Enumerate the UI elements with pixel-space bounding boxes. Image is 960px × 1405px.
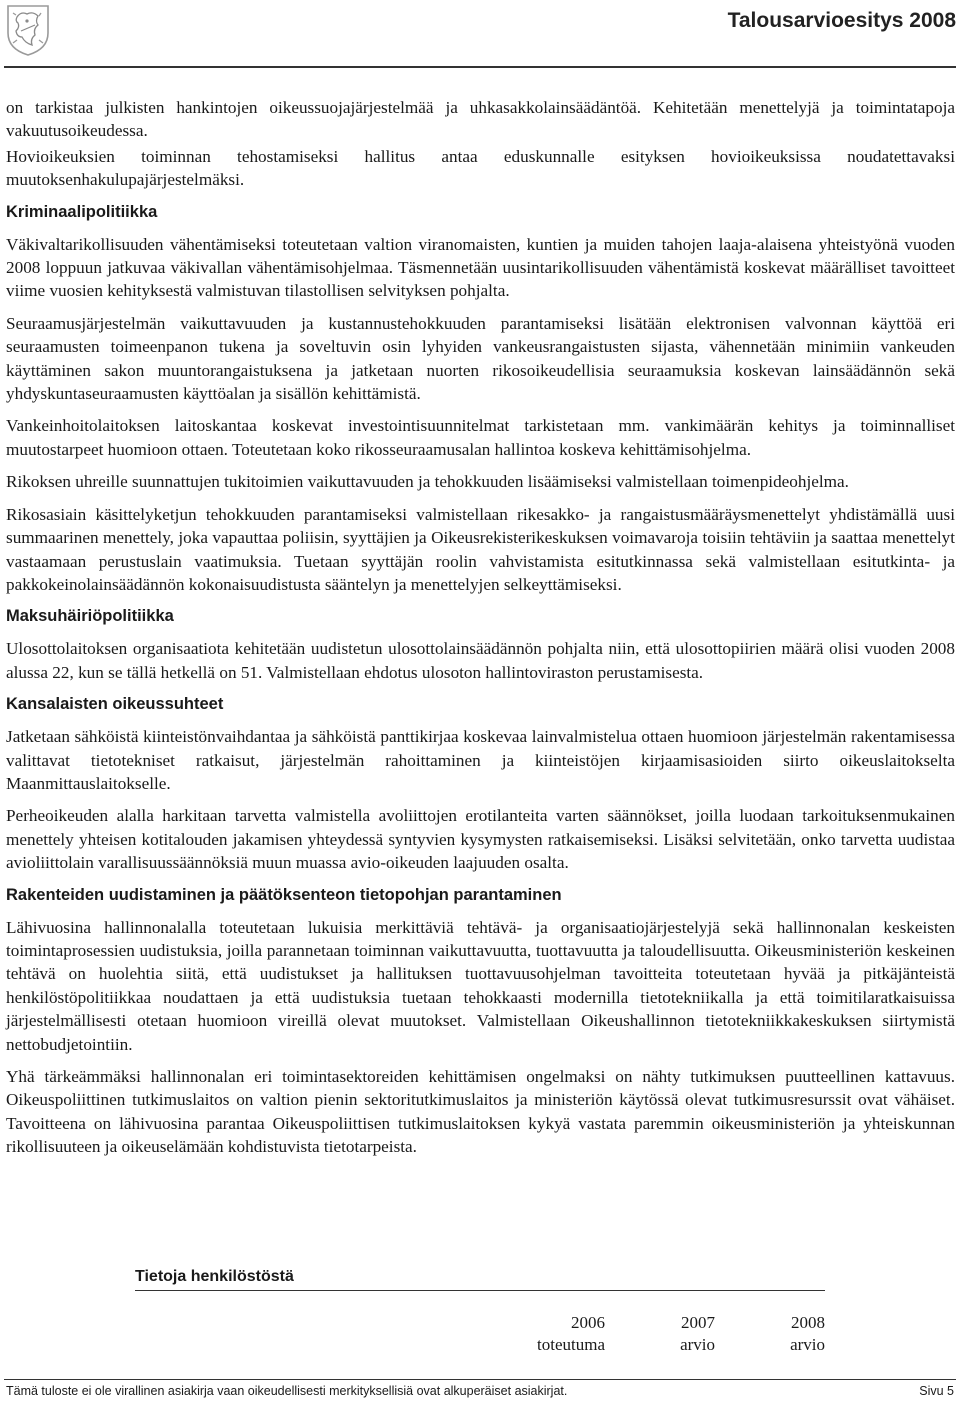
- staff-table-year-row: [135, 1313, 825, 1335]
- body-paragraph: Vankeinhoitolaitoksen laitoskantaa koskevat investointisuunnitelmat tarkistetaan mm. vankimäärän kehitys ja toiminnalliset muutostarpeet huomioon ottaen. Toteutetaan koko rikosseuraamusalan hallintoa koskeva kehittämisohjelma.: [6, 416, 955, 459]
- body-paragraph: Rikosasiain käsittelyketjun tehokkuuden parantamiseksi valmistellaan rikesakko- ja rangaistusmääräysmenettelyt yhdistämällä uusi summaarinen menettely, joka vapauttaa poliisin, syyttäjien ja Oikeusrekisterikeskuksen voimavaroja toisiin tehtäviin ja saattaa menettelyt vastaamaan perustuslain vaatimuksia. Tuetaan syyttäjän roolin vahvistamista esitutkinnassa sekä valmistellaan esitutkinta- ja pakkokeinolainsäädännön kokonaisuudistusta sääntelyn ja menettelyjen selkeyttämiseksi.: [6, 504, 955, 594]
- section-heading: Kriminaalipolitiikka: [6, 202, 158, 221]
- staff-table-title: Tietoja henkilöstöstä: [135, 1268, 825, 1291]
- staff-year-2008: 2008: [791, 1313, 825, 1332]
- body-paragraph: Seuraamusjärjestelmän vaikuttavuuden ja kustannustehokkuuden parantamiseksi lisätään elektronisen valvonnan käyttöä eri seuraamusten toimeenpanon tukena ja soveltuvin osin lyhyiden vankeusrangaistusten sijasta, vähennetään minimiin vankeuden käyttäminen sakon muuntorangaistuksena ja jatketaan nuorten rikosoikeudellisia seuraamuksia koskevan lainsäädännön sekä yhdyskuntaseuraamusten käyttöalan ja sisällön kehittämistä.: [6, 313, 955, 404]
- section-heading: Maksuhäiriöpolitiikka: [6, 607, 174, 626]
- document-title: Talousarvioesitys 2008: [727, 9, 956, 32]
- footer-disclaimer: Tämä tuloste ei ole virallinen asiakirja vaan oikeudellisesti merkityksellisiä ovat alkuperäiset asiakirjat.: [6, 1384, 568, 1398]
- body-paragraph: Yhä tärkeämmäksi hallinnonalan eri toimintasektoreiden kehittämisen ongelmaksi on nähty tutkimuksen puutteellinen kattavuus. Oikeuspoliittinen tutkimuslaitos on valtion pienin sektoritutkimuslaitos ja ministeriön käytössä olevat tutkimusresurssit ovat vähäiset. Tavoitteena on lähivuosina parantaa Oikeuspoliittisen tutkimuslaitoksen kykyä vastata paremmin oikeusministeriön ja yhteiskunnan rikollisuuteen ja oikeuselämään kohdistuvista tietotarpeista.: [6, 1067, 955, 1157]
- staff-table-type-row: [135, 1335, 825, 1357]
- staff-year-2006: 2006: [571, 1313, 605, 1332]
- staff-type-2007: arvio: [680, 1335, 715, 1354]
- body-paragraph: Väkivaltarikollisuuden vähentämiseksi toteutetaan valtion viranomaisten, kuntien ja muiden tahojen laaja-alaisena yhteistyönä vuoden 2008 loppuun jatkuvaa väkivallan vähentämisohjelmaa. Täsmennetään uusintarikollisuuden vähentämistä koskevat määrälliset tavoitteet viime vuosien kehityksestä valmistuvan tilastollisen selvityksen pohjalta.: [6, 234, 955, 301]
- finnish-lion-coat-of-arms-icon: [5, 3, 51, 57]
- body-paragraph: Ulosottolaitoksen organisaatiota kehitetään uudistetun ulosottolainsäädännön pohjalta niin, että ulosottopiirien määrä olisi vuoden 2008 alussa 22, kun se tällä hetkellä on 51. Valmistellaan ehdotus ulosoton hallintoviraston perustamisesta.: [6, 639, 955, 682]
- page-header: [0, 0, 960, 68]
- section-heading: Rakenteiden uudistaminen ja päätöksenteon tietopohjan parantaminen: [6, 885, 562, 904]
- staff-table: [135, 1268, 825, 1357]
- staff-type-2006: toteutuma: [537, 1335, 605, 1354]
- body-paragraph: Hovioikeuksien toiminnan tehostamiseksi hallitus antaa eduskunnalle esityksen hovioikeuksissa noudatettavaksi muutoksenhakulupajärjestelmäksi.: [6, 146, 955, 190]
- body-paragraph: Lähivuosina hallinnonalalla toteutetaan lukuisia merkittäviä tehtävä- ja organisaatiojärjestelyjä sekä hallinnonalan keskeisten toimintaprosessien uudistuksia, joilla parannetaan toiminnan vaikuttavuutta, tuottavuutta ja taloudellisuutta. Oikeusministeriön keskeinen tehtävä on huolehtia siitä, että uudistukset ja hallituksen tuottavuusohjelman tavoitteita toteutetaan hyvää ja pitkäjänteistä henkilöstöpolitiikkaa noudattaen ja että uudistuksia tuetaan tehokkaasti modernilla tietotekniikalla ja että toimitilaratkaisuissa järjestelmällisesti otetaan huomioon vireillä olevat muutokset. Valmistellaan Oikeushallinnon tietotekniikkakeskuksen siirtymistä nettobudjetointiin.: [6, 917, 955, 1054]
- body-paragraph: on tarkistaa julkisten hankintojen oikeussuojajärjestelmää ja uhkasakkolainsäädäntöä. Kehitetään menettelyjä ja toimintatapoja vakuutusoikeudessa.: [6, 98, 955, 141]
- body-paragraph: Perheoikeuden alalla harkitaan tarvetta valmistella avoliittojen erotilanteita varten säännökset, joilla luodaan tarkoituksenmukainen menettely yhteisen kotitalouden jakamisen yhteydessä syntyvien kysymysten ratkaisemiseksi. Lisäksi selvitetään, onko tarvetta uudistaa avioliittolain varallisuussäännöksiä muun muassa avio-oikeuden laajuuden osalta.: [6, 806, 955, 873]
- section-heading: Kansalaisten oikeussuhteet: [6, 695, 224, 714]
- footer-divider: [4, 1379, 956, 1380]
- body-paragraph: Jatketaan sähköistä kiinteistönvaihdantaa ja sähköistä panttikirjaa koskevaa lainvalmistelua ottaen huomioon järjestelmän rakentamisessa valittavat tietotekniset ratkaisut, järjestelmän rahoittaminen ja kiinteistöjen kirjaamisasioiden siirto oikeuslaitokselta Maanmittauslaitokselle.: [6, 727, 955, 793]
- body-paragraph: Rikoksen uhreille suunnattujen tukitoimien vaikuttavuuden ja tehokkuuden lisäämiseksi valmistellaan toimenpideohjelma.: [6, 472, 849, 492]
- document-body: [6, 96, 955, 1168]
- staff-year-2007: 2007: [681, 1313, 715, 1332]
- staff-type-2008: arvio: [790, 1335, 825, 1354]
- page-number: Sivu 5: [919, 1384, 954, 1398]
- header-divider: [4, 66, 956, 68]
